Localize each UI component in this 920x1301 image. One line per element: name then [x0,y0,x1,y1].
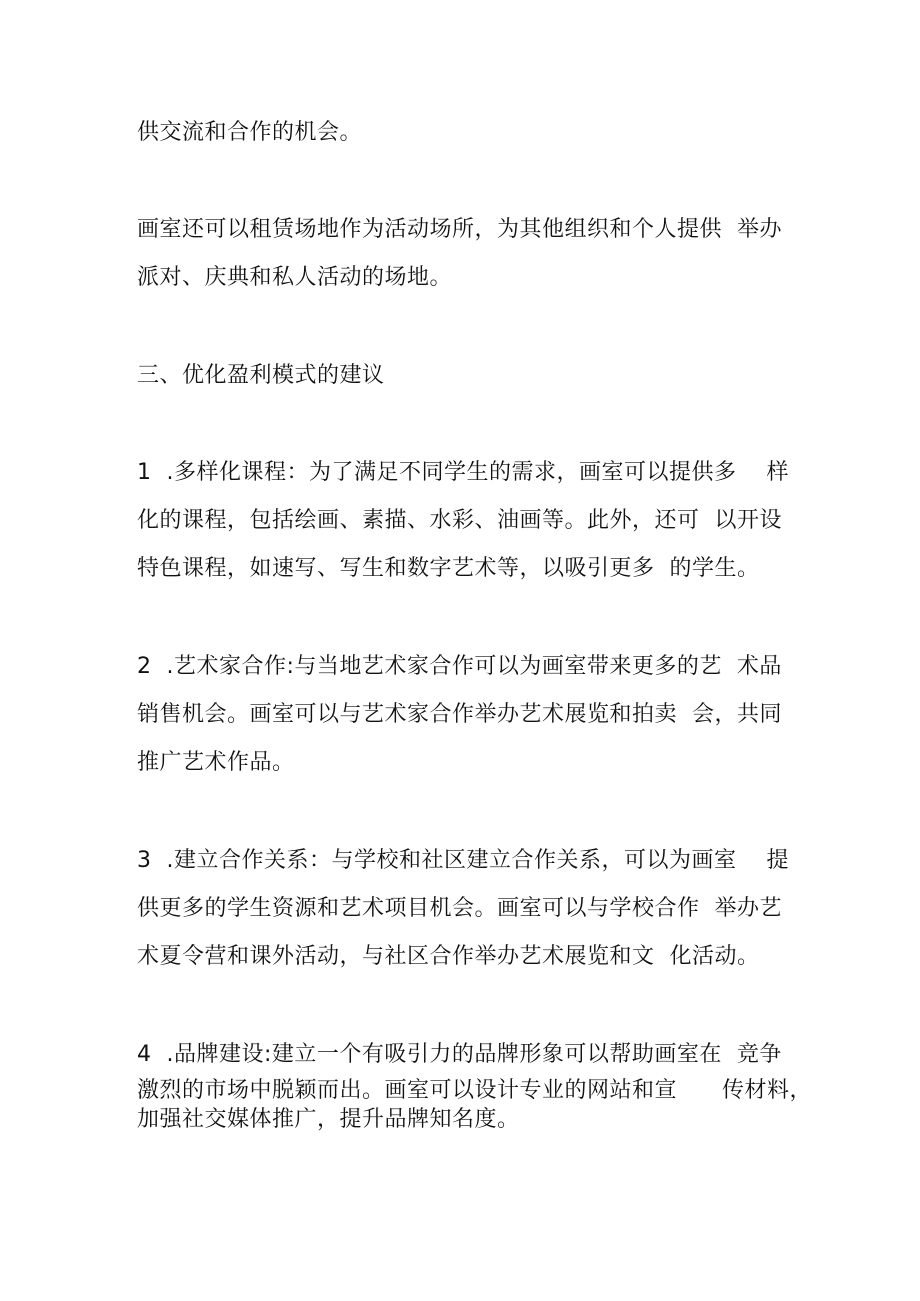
list-item-4-line-2: 激烈的市场中脱颖而出。画室可以设计专业的网站和宣 传材料， [137,1078,812,1103]
list-item-3-line-2: 供更多的学生资源和艺术项目机会。画室可以与学校合作 举办艺 [137,896,782,921]
list-item-2-line-3: 推广艺术作品。 [137,750,295,775]
list-item-4-line-1: 4 .品牌建设:建立一个有吸引力的品牌形象可以帮助画室在 竞争 [137,1042,782,1067]
list-item-1-line-1: 1 .多样化课程：为了满足不同学生的需求，画室可以提供多 样 [137,460,789,485]
paragraph-line-2: 画室还可以租赁场地作为活动场所，为其他组织和个人提供 举办 [137,217,782,242]
paragraph-line-1: 供交流和合作的机会。 [137,120,363,145]
list-item-1-line-3: 特色课程，如速写、写生和数字艺术等，以吸引更多 的学生。 [137,556,760,581]
list-item-1-line-2: 化的课程，包括绘画、素描、水彩、油画等。此外，还可 以开设 [137,508,782,533]
list-item-3-line-1: 3 .建立合作关系：与学校和社区建立合作关系，可以为画室 提 [137,848,789,873]
list-item-3-line-3: 术夏令营和课外活动，与社区合作举办艺术展览和文 化活动。 [137,944,760,969]
list-item-4-line-3: 加强社交媒体推广，提升品牌知名度。 [137,1107,520,1132]
list-item-2-line-2: 销售机会。画室可以与艺术家合作举办艺术展览和拍卖 会，共同 [137,702,782,727]
section-heading: 三、优化盈利模式的建议 [137,363,385,388]
list-item-2-line-1: 2 .艺术家合作:与当地艺术家合作可以为画室带来更多的艺 术品 [137,654,782,679]
paragraph-line-3: 派对、庆典和私人活动的场地。 [137,265,453,290]
